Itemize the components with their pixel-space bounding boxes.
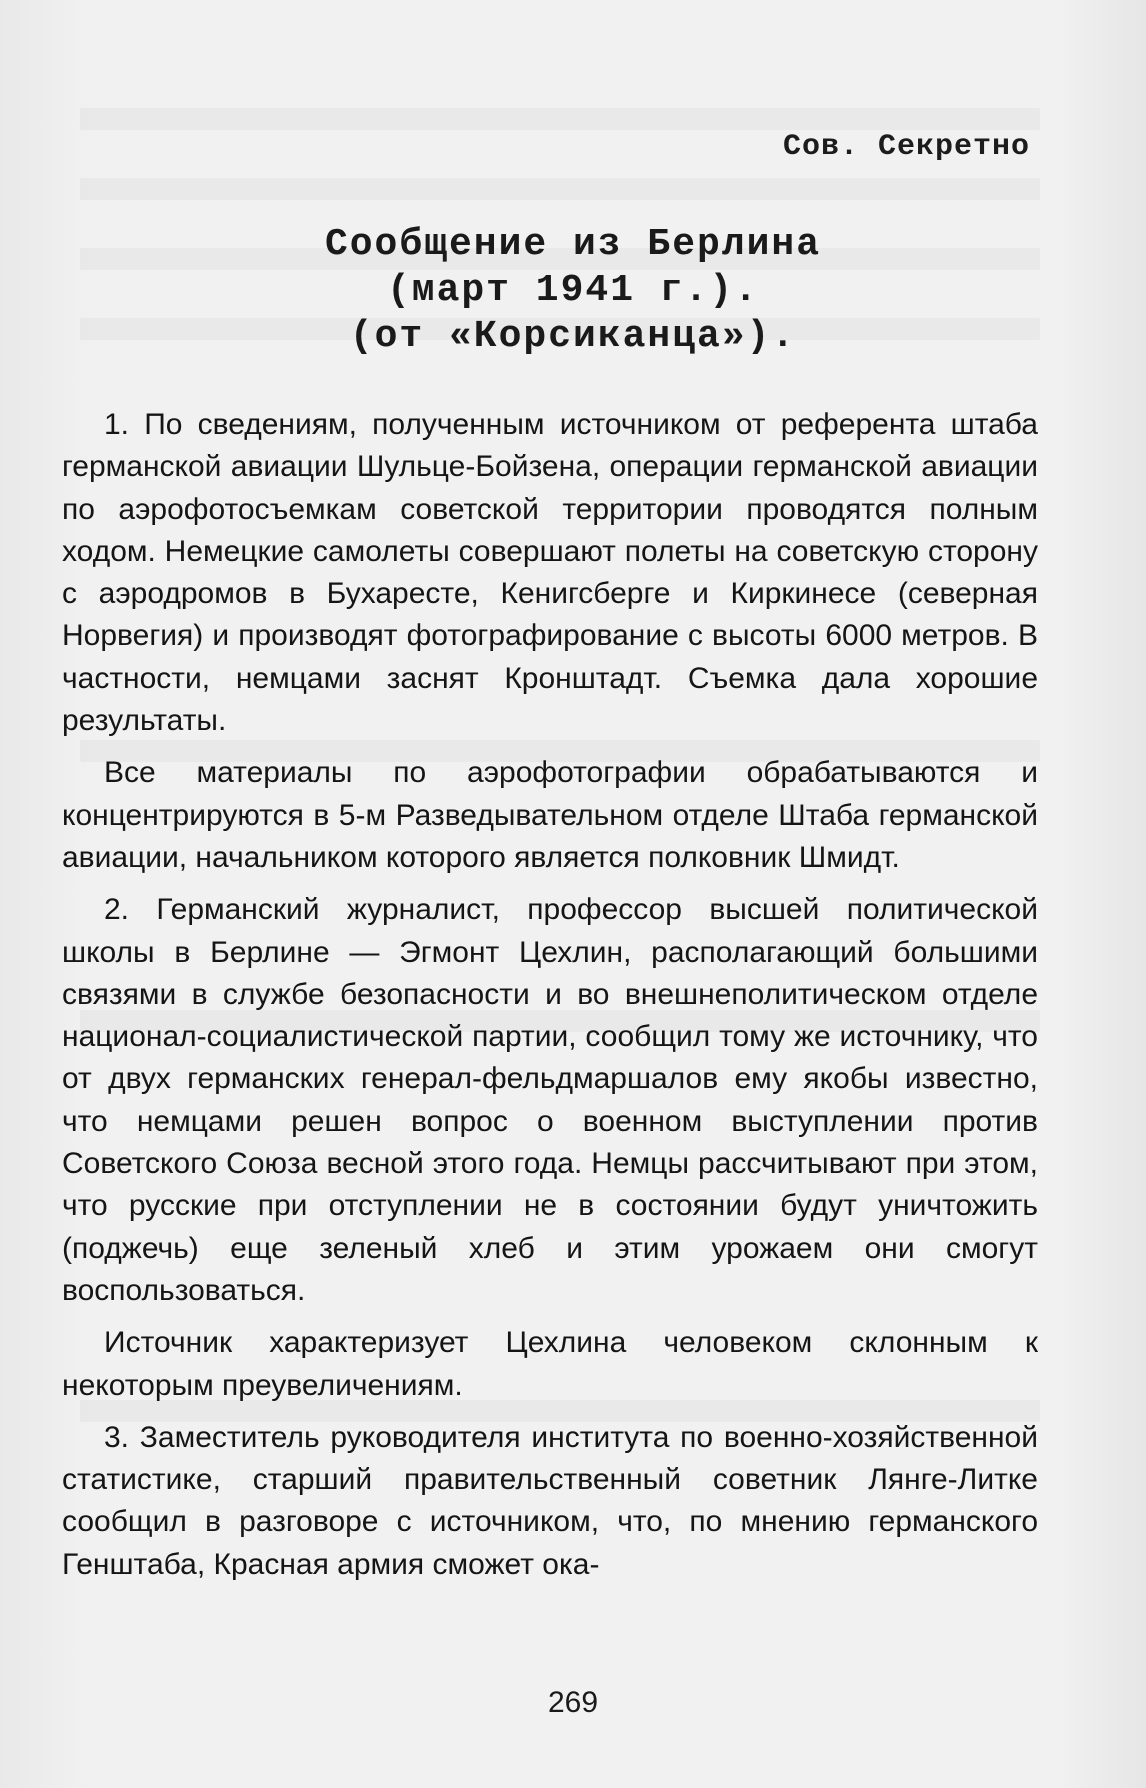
title-line-3: (от «Корсиканца»). [349, 315, 797, 358]
paragraph-4: Источник характеризует Цехлина человеком склонным к некоторым преувеличениям. [62, 1326, 1038, 1402]
document-title [0, 222, 1146, 360]
paragraph-2: Все материалы по аэрофотографии обрабатываются и концентрируются в 5-м Разведывательном отделе Штаба германской авиации, начальником которого является полковник Шмидт. [62, 756, 1038, 874]
classification-stamp: Сов. Секретно [782, 130, 1030, 164]
paragraph-1: 1. По сведениям, полученным источником от референта штаба германской авиации Шульце-Бойзена, операции германской авиации по аэрофотосъемкам советской территории проводятся полным ходом. Немецкие самолеты совершают полеты на советскую сторону с аэродромов в Бухаресте, Кенигсберге и Киркинесе (северная Норвегия) и производят фотографирование с высоты 6000 метров. В частности, немцами заснят Кронштадт. Съемка дала хорошие результаты. [62, 408, 1038, 738]
bleed-through-line [80, 108, 1040, 130]
paragraph-5: 3. Заместитель руководителя института по военно-хозяйственной статистике, старший правительственный советник Лянге-Литке сообщил в разговоре с источником, что, по мнению германского Генштаба, Красная армия сможет ока- [62, 1420, 1038, 1581]
document-body [62, 404, 1038, 1596]
page-number: 269 [547, 1686, 599, 1719]
title-line-1: Сообщение из Берлина [324, 223, 822, 266]
title-line-2: (март 1941 г.). [386, 269, 760, 312]
paragraph-3: 2. Германский журналист, профессор высшей политической школы в Берлине — Эгмонт Цехлин, располагающий большими связями в службе безопасности и во внешнеполитическом отделе национал-социалистической партии, сообщил тому же источнику, что от двух германских генерал-фельдмаршалов ему якобы известно, что немцами решен вопрос о военном выступлении против Советского Союза весной этого года. Немцы рассчитывают при этом, что русские при отступлении не в состоянии будут уничтожить (поджечь) еще зеленый хлеб и этим урожаем они смогут воспользоваться. [62, 893, 1038, 1307]
bleed-through-line [80, 178, 1040, 200]
